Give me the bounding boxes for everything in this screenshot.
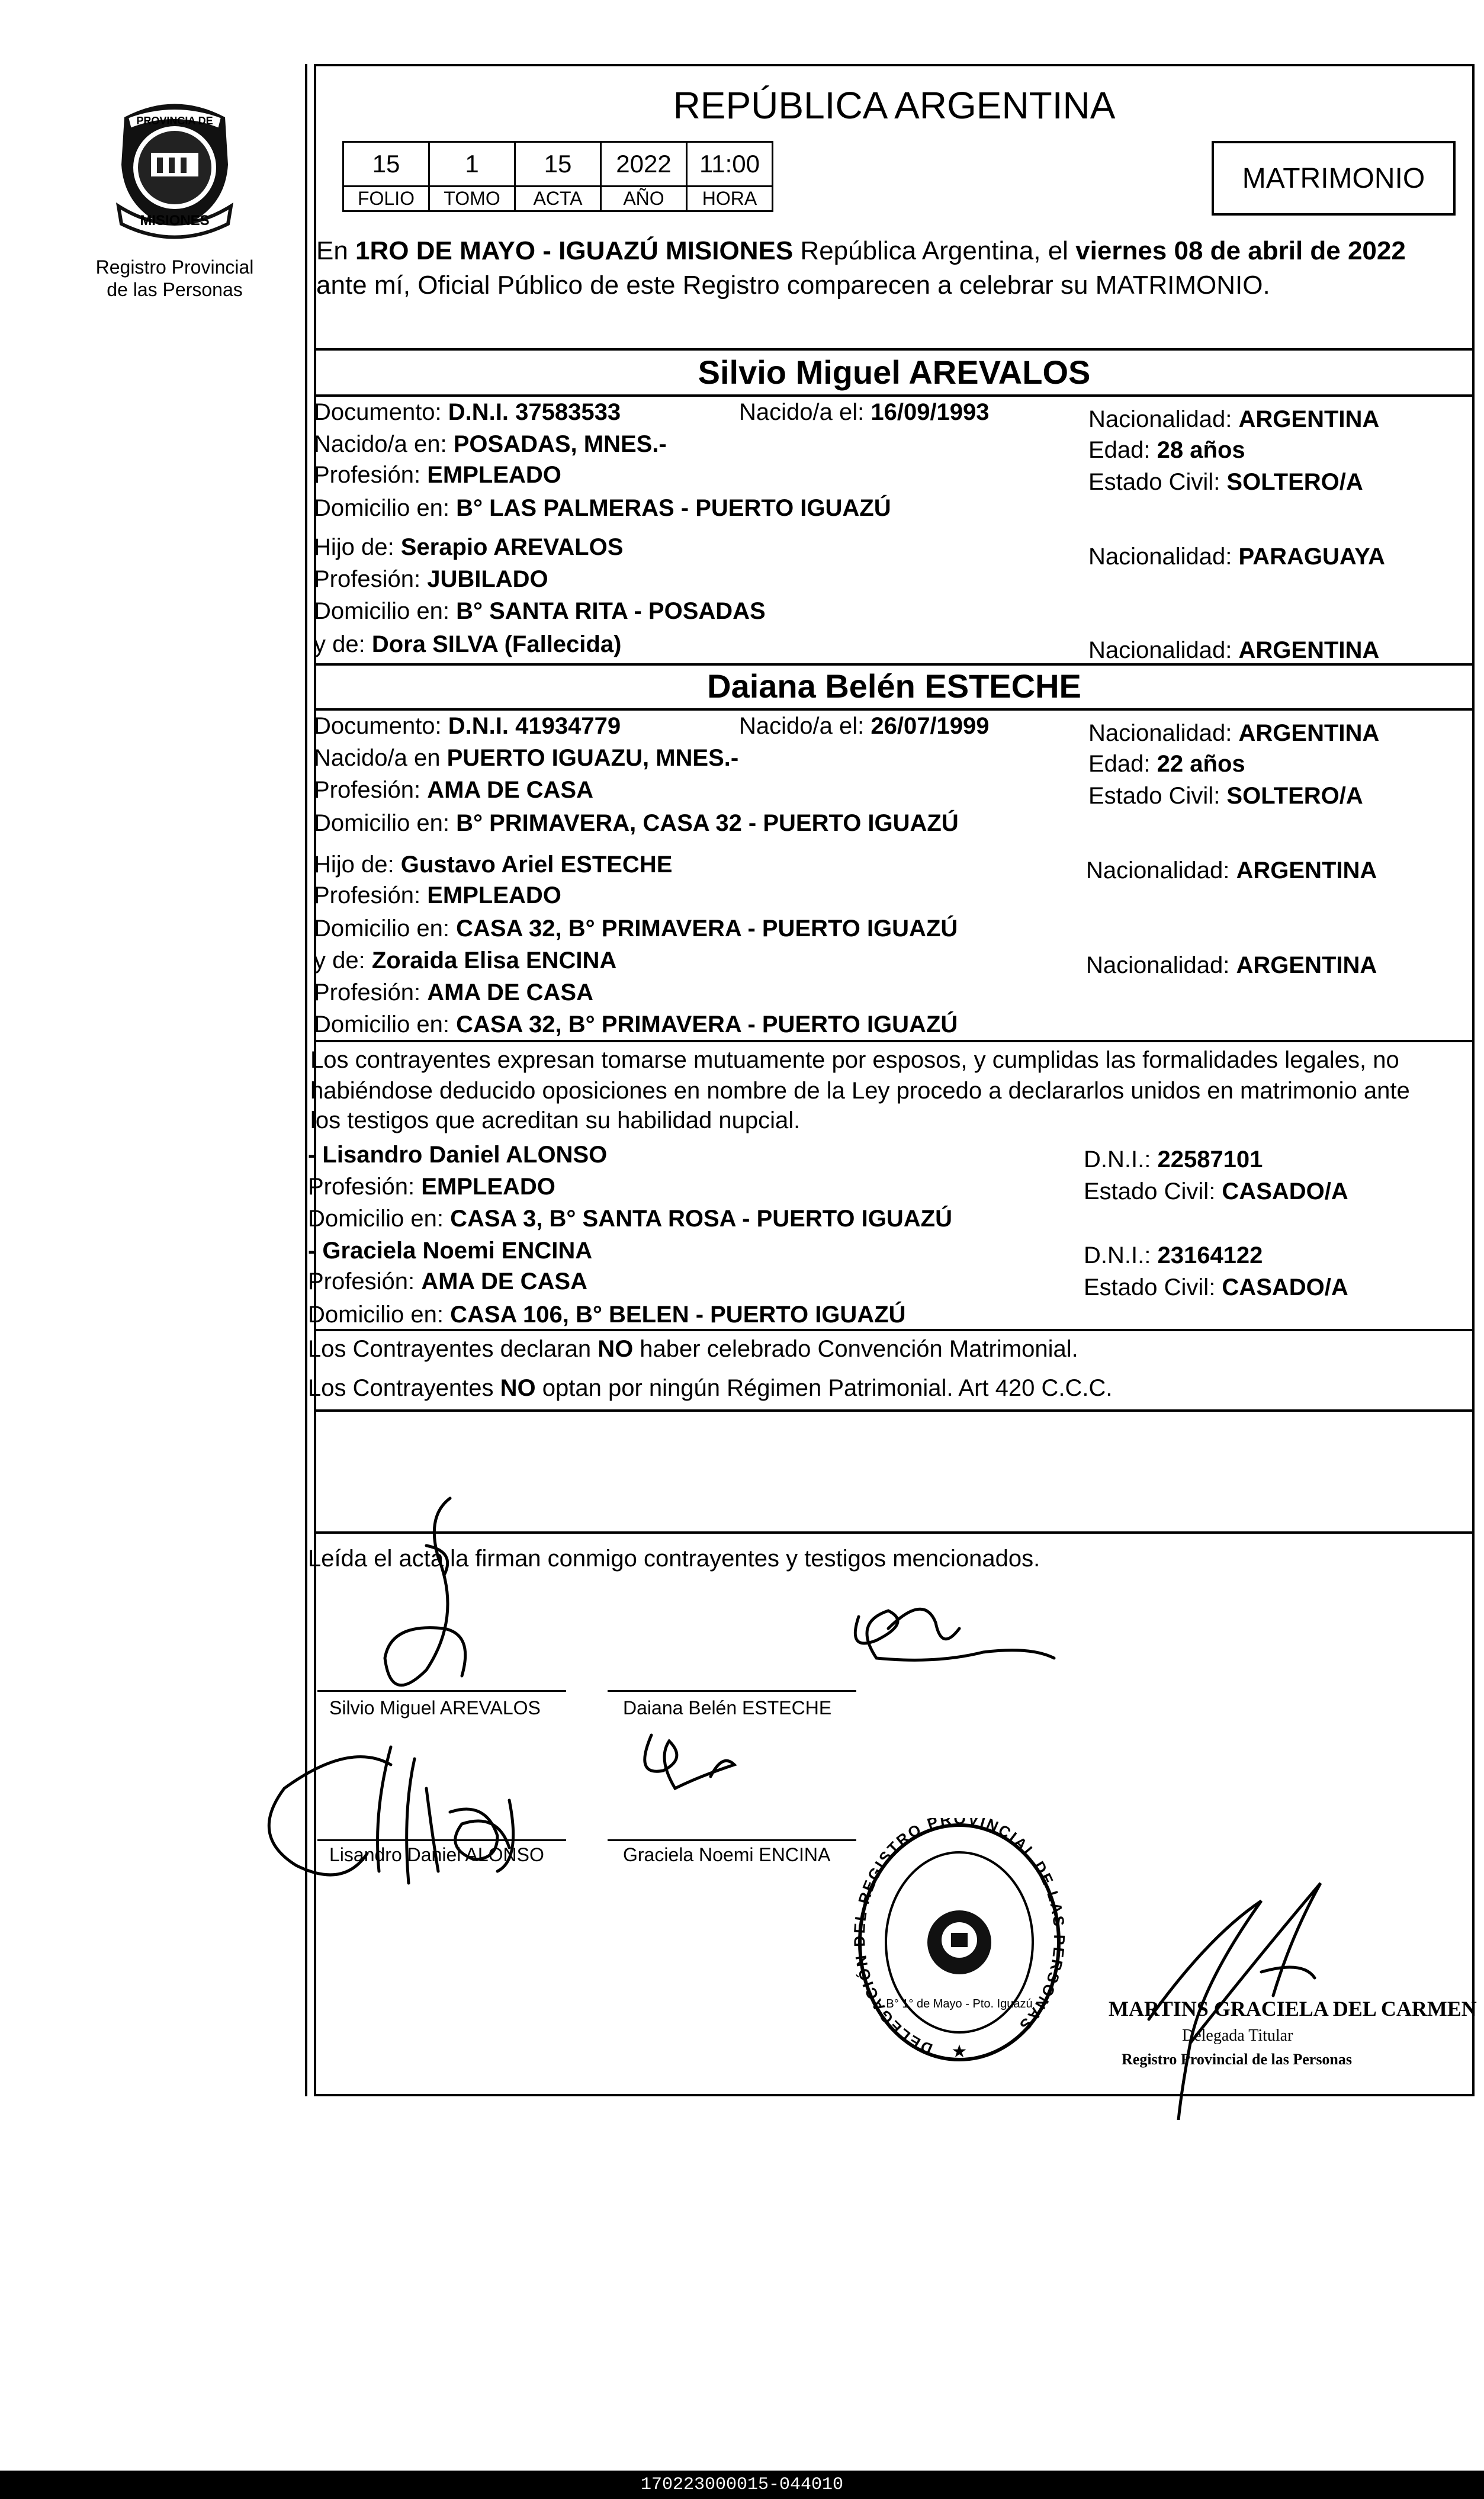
groom-addr: Domicilio en: B° LAS PALMERAS - PUERTO IGUAZÚ (314, 495, 891, 521)
groom-place: Nacido/a en: POSADAS, MNES.- (314, 431, 667, 457)
groom-father-addr: Domicilio en: B° SANTA RITA - POSADAS (314, 598, 766, 624)
bride-addr: Domicilio en: B° PRIMAVERA, CASA 32 - PUERTO IGUAZÚ (314, 810, 959, 836)
signature-label-groom: Silvio Miguel AREVALOS (329, 1697, 541, 1719)
tomo-label: TOMO (429, 187, 515, 211)
witness-1-addr: Domicilio en: CASA 3, B° SANTA ROSA - PUERTO IGUAZÚ (308, 1206, 952, 1232)
regime-line-2: Los Contrayentes NO optan por ningún Régimen Patrimonial. Art 420 C.C.C. (308, 1375, 1113, 1401)
groom-prof: Profesión: EMPLEADO (314, 462, 561, 488)
groom-father-nat: Nacionalidad: PARAGUAYA (1088, 544, 1385, 570)
bride-mother-prof: Profesión: AMA DE CASA (314, 979, 593, 1006)
bride-born: Nacido/a el: 26/07/1999 (739, 713, 990, 739)
divider (314, 394, 1475, 397)
groom-civil: Estado Civil: SOLTERO/A (1088, 469, 1363, 495)
groom-name: Silvio Miguel AREVALOS (698, 354, 1091, 391)
bride-father: Hijo de: Gustavo Ariel ESTECHE (314, 852, 673, 878)
folio-value: 15 (343, 142, 429, 187)
witness-1-civil: Estado Civil: CASADO/A (1084, 1178, 1348, 1204)
official-signature (1125, 1865, 1374, 2120)
signature-label-bride: Daiana Belén ESTECHE (623, 1697, 832, 1719)
ano-label: AÑO (601, 187, 687, 211)
bride-prof: Profesión: AMA DE CASA (314, 777, 593, 803)
witness-2-dni: D.N.I.: 23164122 (1084, 1242, 1263, 1268)
witness-2-name: - Graciela Noemi ENCINA (308, 1238, 593, 1264)
logo-caption-1: Registro Provincial (95, 256, 254, 278)
country-title: REPÚBLICA ARGENTINA (673, 84, 1116, 127)
declaration-line-3: los testigos que acreditan su habilidad nupcial. (310, 1107, 801, 1133)
bride-father-addr: Domicilio en: CASA 32, B° PRIMAVERA - PUERTO IGUAZÚ (314, 916, 958, 942)
witness-2-civil: Estado Civil: CASADO/A (1084, 1274, 1348, 1300)
regime-line-1: Los Contrayentes declaran NO haber celebrado Convención Matrimonial. (308, 1336, 1078, 1362)
province-logo (101, 94, 249, 242)
witness-1-name: - Lisandro Daniel ALONSO (308, 1142, 608, 1168)
groom-doc: Documento: D.N.I. 37583533 (314, 399, 621, 425)
logo-caption-2: de las Personas (107, 279, 243, 300)
bride-nat: Nacionalidad: ARGENTINA (1088, 720, 1380, 746)
stamp-ring-text: DELEGACIÓN L REGISTRO PROVINCIAL DE LA RSONAS (853, 1818, 1066, 2058)
hora-label: HORA (687, 187, 773, 211)
bride-father-prof: Profesión: EMPLEADO (314, 882, 561, 908)
hora-value: 11:00 (687, 142, 773, 187)
doc-type: MATRIMONIO (1242, 162, 1425, 194)
divider (314, 348, 1475, 351)
groom-father-prof: Profesión: JUBILADO (314, 566, 548, 592)
divider (314, 1329, 1475, 1331)
bride-mother-nat: Nacionalidad: ARGENTINA (1086, 952, 1377, 978)
divider (314, 1040, 1475, 1042)
bride-place: Nacido/a en PUERTO IGUAZU, MNES.- (314, 745, 739, 771)
acta-label: ACTA (515, 187, 601, 211)
bride-doc: Documento: D.N.I. 41934779 (314, 713, 621, 739)
official-title: Delegada Titular (1182, 2026, 1293, 2045)
stamp-inner-text: B° 1° de Mayo - Pto. Iguazú (886, 1997, 1033, 2010)
ano-value: 2022 (601, 142, 687, 187)
footer-code: 170223000015-044010 (640, 2475, 844, 2495)
declaration-line-1: Los contrayentes expresan tomarse mutuamente por esposos, y cumplidas las formalidades legales, no (310, 1047, 1399, 1073)
groom-age: Edad: 28 años (1088, 437, 1245, 463)
groom-nat: Nacionalidad: ARGENTINA (1088, 406, 1380, 432)
doc-type-box (1212, 141, 1456, 216)
star-icon: ★ (951, 2041, 968, 2062)
witness-1-dni: D.N.I.: 22587101 (1084, 1146, 1263, 1173)
groom-born: Nacido/a el: 16/09/1993 (739, 399, 990, 425)
groom-mother-nat: Nacionalidad: ARGENTINA (1088, 637, 1380, 663)
bride-age: Edad: 22 años (1088, 751, 1245, 777)
closing-text: Leída el acta la firman conmigo contrayentes y testigos mencionados. (308, 1546, 1040, 1572)
groom-father: Hijo de: Serapio AREVALOS (314, 534, 624, 560)
bride-name: Daiana Belén ESTECHE (707, 667, 1081, 705)
official-name: MARTINS GRACIELA DEL CARMEN (1109, 1997, 1477, 2021)
folio-label: FOLIO (343, 187, 429, 211)
registry-table (342, 141, 773, 212)
official-org: Registro Provincial de las Personas (1122, 2051, 1353, 2068)
bride-civil: Estado Civil: SOLTERO/A (1088, 783, 1363, 809)
signature-label-witness-1: Lisandro Daniel ALONSO (329, 1844, 544, 1865)
divider (314, 1409, 1475, 1412)
official-stamp (853, 1818, 1066, 2067)
footer-bar (0, 2471, 1484, 2499)
declaration-line-2: habiéndose deducido oposiciones en nombre de la Ley procedo a declararlos unidos en matrimonio ante (310, 1078, 1410, 1104)
witness-2-addr: Domicilio en: CASA 106, B° BELEN - PUERTO IGUAZÚ (308, 1302, 906, 1328)
witness-1-prof: Profesión: EMPLEADO (308, 1174, 555, 1200)
logo-top-text: PROVINCIA DE (136, 115, 213, 127)
signature-label-witness-2: Graciela Noemi ENCINA (623, 1844, 831, 1865)
logo-bottom-text: MISIONES (140, 213, 210, 229)
bride-mother-addr: Domicilio en: CASA 32, B° PRIMAVERA - PUERTO IGUAZÚ (314, 1011, 958, 1037)
groom-mother: y de: Dora SILVA (Fallecida) (314, 631, 622, 657)
bride-father-nat: Nacionalidad: ARGENTINA (1086, 857, 1377, 884)
tomo-value: 1 (429, 142, 515, 187)
bride-mother: y de: Zoraida Elisa ENCINA (314, 947, 617, 974)
acta-value: 15 (515, 142, 601, 187)
witness-2-prof: Profesión: AMA DE CASA (308, 1268, 587, 1295)
intro-line-1: En 1RO DE MAYO - IGUAZÚ MISIONES República Argentina, el viernes 08 de abril de 2022 (316, 236, 1406, 265)
intro-line-2: ante mí, Oficial Público de este Registro comparecen a celebrar su MATRIMONIO. (316, 271, 1270, 300)
divider (314, 708, 1475, 711)
